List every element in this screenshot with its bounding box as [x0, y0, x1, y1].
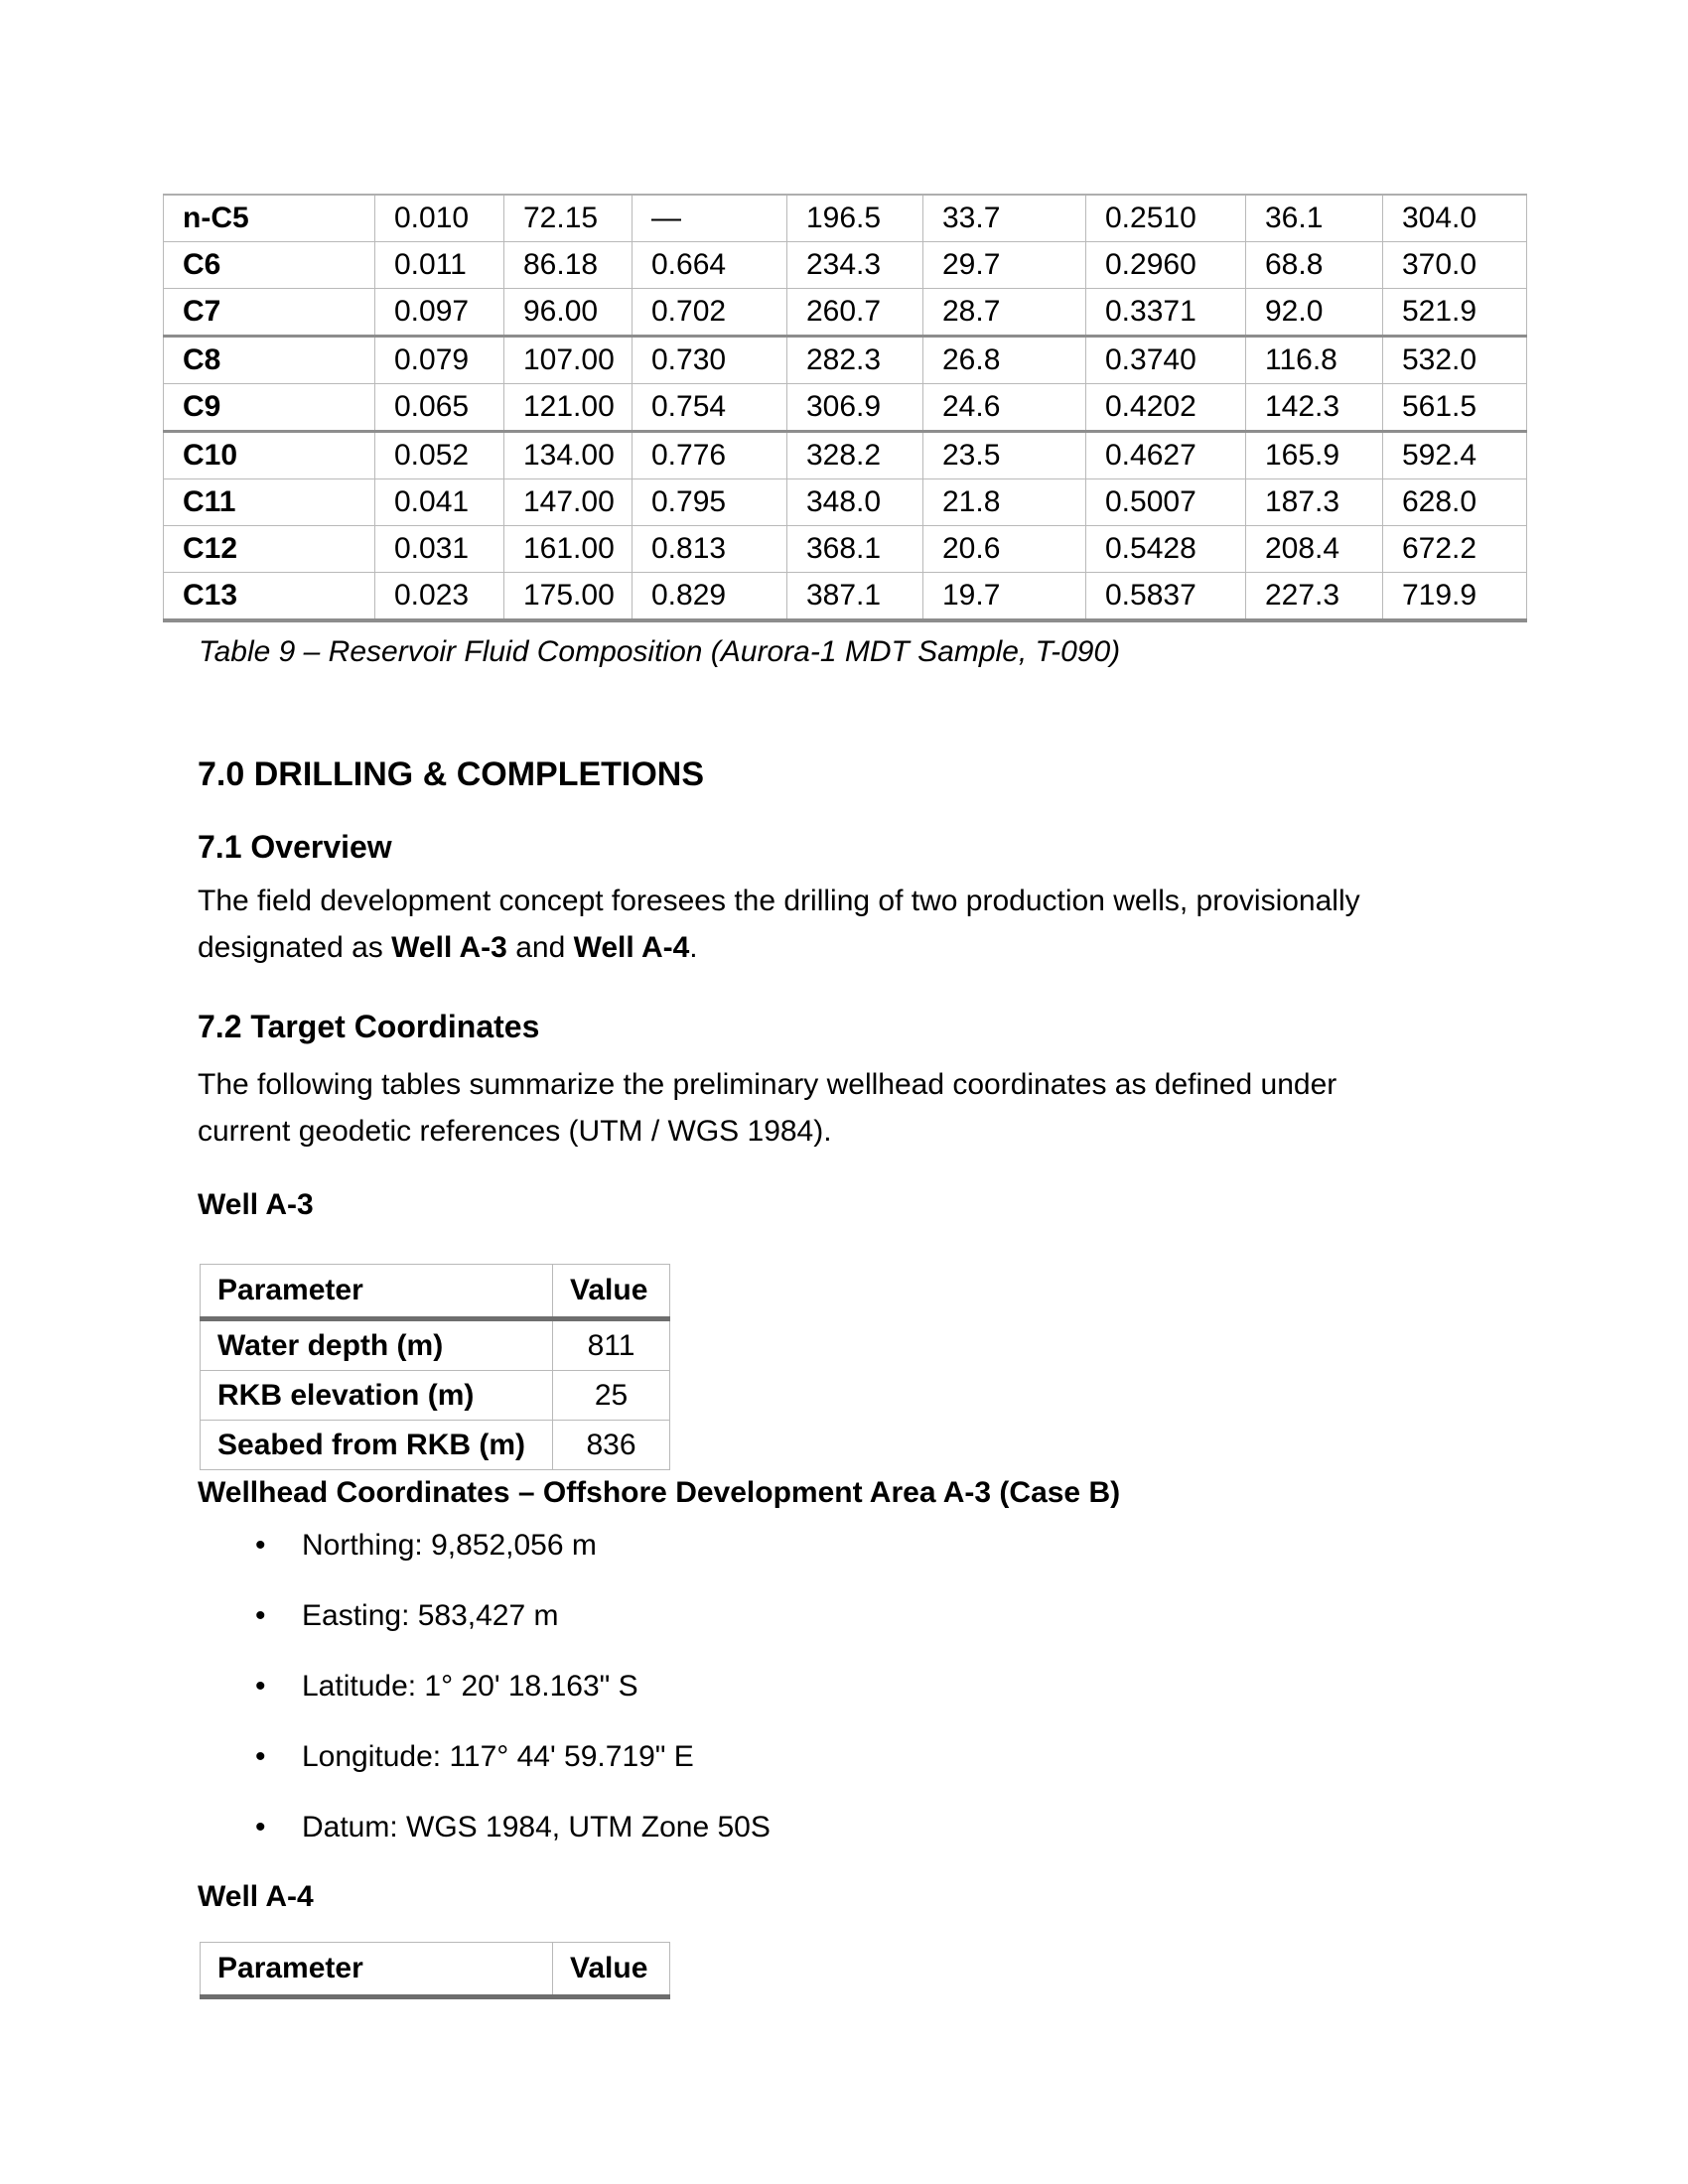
value-cell: 532.0 [1383, 337, 1527, 384]
value-header: Value [553, 1265, 670, 1319]
text-run: . [689, 931, 698, 964]
value-cell: 19.7 [923, 573, 1086, 621]
value-cell: 208.4 [1246, 526, 1383, 573]
value-cell: 0.097 [375, 289, 504, 337]
value-cell: 142.3 [1246, 384, 1383, 432]
component-cell: C7 [164, 289, 375, 337]
value-cell: 348.0 [787, 479, 923, 526]
value-cell: 304.0 [1383, 195, 1527, 242]
value-cell: 29.7 [923, 242, 1086, 289]
bullet-icon: • [255, 1529, 266, 1562]
coordinate-bullet-item [198, 1811, 771, 1846]
value-cell: 0.4202 [1086, 384, 1246, 432]
bullet-text: Longitude: 117° 44' 59.719" E [302, 1740, 694, 1773]
parameter-header: Parameter [201, 1265, 553, 1319]
fluid-table-row [164, 195, 1527, 242]
value-cell: 68.8 [1246, 242, 1383, 289]
value-cell: 23.5 [923, 432, 1086, 479]
value-cell: 116.8 [1246, 337, 1383, 384]
fluid-table-row [164, 526, 1527, 573]
component-cell: C11 [164, 479, 375, 526]
component-cell: n-C5 [164, 195, 375, 242]
subsection-heading-overview: 7.1 Overview [198, 829, 392, 865]
component-cell: C10 [164, 432, 375, 479]
bullet-icon: • [255, 1670, 266, 1703]
value-cell: 33.7 [923, 195, 1086, 242]
section-heading-drilling: 7.0 DRILLING & COMPLETIONS [198, 755, 705, 793]
bullet-text: Easting: 583,427 m [302, 1599, 559, 1632]
table-caption: Table 9 – Reservoir Fluid Composition (Aurora-1 MDT Sample, T-090) [199, 635, 1121, 668]
value-cell: 592.4 [1383, 432, 1527, 479]
fluid-table-row [164, 337, 1527, 384]
component-cell: C12 [164, 526, 375, 573]
fluid-table-row [164, 242, 1527, 289]
fluid-table-row [164, 289, 1527, 337]
value-cell: 0.829 [633, 573, 787, 621]
value-cell: 370.0 [1383, 242, 1527, 289]
coordinates-paragraph [198, 1061, 1336, 1155]
value-cell: 86.18 [504, 242, 633, 289]
value-cell: 147.00 [504, 479, 633, 526]
fluid-table-row [164, 384, 1527, 432]
bullet-text: Northing: 9,852,056 m [302, 1529, 597, 1562]
value-cell: 368.1 [787, 526, 923, 573]
value-cell: 20.6 [923, 526, 1086, 573]
value-cell: 0.3740 [1086, 337, 1246, 384]
value-cell: 36.1 [1246, 195, 1383, 242]
value-cell: 260.7 [787, 289, 923, 337]
value-cell: 387.1 [787, 573, 923, 621]
value-cell: 107.00 [504, 337, 633, 384]
reservoir-fluid-table [163, 194, 1527, 622]
value-cell: 719.9 [1383, 573, 1527, 621]
value-cell: 96.00 [504, 289, 633, 337]
well-a4-parameter-table [200, 1942, 670, 1999]
parameter-cell: Seabed from RKB (m) [201, 1421, 553, 1470]
well-a4-title: Well A-4 [198, 1880, 314, 1913]
value-cell: 0.754 [633, 384, 787, 432]
coordinate-bullet-list [198, 1529, 771, 1881]
paragraph-line: The field development concept foresees the drilling of two production wells, provisionally [198, 885, 1360, 917]
value-cell: 24.6 [923, 384, 1086, 432]
text-run: designated as [198, 931, 392, 964]
value-cell: 196.5 [787, 195, 923, 242]
value-cell: 0.011 [375, 242, 504, 289]
value-cell: 0.2510 [1086, 195, 1246, 242]
component-cell: C13 [164, 573, 375, 621]
parameter-cell: RKB elevation (m) [201, 1371, 553, 1421]
value-cell: 672.2 [1383, 526, 1527, 573]
value-cell: 0.702 [633, 289, 787, 337]
paragraph-line: The following tables summarize the preliminary wellhead coordinates as defined under [198, 1068, 1337, 1101]
coordinate-bullet-item [198, 1599, 771, 1635]
well-a3-parameter-table [200, 1264, 670, 1470]
value-cell: 175.00 [504, 573, 633, 621]
value-cell: 0.730 [633, 337, 787, 384]
value-cell: 0.079 [375, 337, 504, 384]
value-cell: 25 [553, 1371, 670, 1421]
value-cell: 0.2960 [1086, 242, 1246, 289]
well-a3-title: Well A-3 [198, 1188, 314, 1221]
value-cell: 0.813 [633, 526, 787, 573]
paragraph-line: current geodetic references (UTM / WGS 1984). [198, 1115, 832, 1148]
value-cell: 328.2 [787, 432, 923, 479]
value-cell: 0.4627 [1086, 432, 1246, 479]
parameter-table-row [201, 1421, 670, 1470]
fluid-table-row [164, 432, 1527, 479]
coordinate-bullet-item [198, 1670, 771, 1706]
subsection-heading-target-coordinates: 7.2 Target Coordinates [198, 1009, 540, 1044]
value-cell: 234.3 [787, 242, 923, 289]
well-a3-ref: Well A-3 [391, 931, 507, 964]
bullet-text: Datum: WGS 1984, UTM Zone 50S [302, 1811, 771, 1843]
value-cell: 0.052 [375, 432, 504, 479]
fluid-table-row [164, 573, 1527, 621]
value-cell: 282.3 [787, 337, 923, 384]
parameter-table-row [201, 1371, 670, 1421]
coordinate-bullet-item [198, 1529, 771, 1565]
value-cell: 0.5007 [1086, 479, 1246, 526]
value-cell: 0.065 [375, 384, 504, 432]
value-cell: 836 [553, 1421, 670, 1470]
value-header: Value [553, 1943, 670, 1997]
value-cell: 161.00 [504, 526, 633, 573]
value-cell: 28.7 [923, 289, 1086, 337]
value-cell: 628.0 [1383, 479, 1527, 526]
component-cell: C8 [164, 337, 375, 384]
text-run: and [506, 931, 574, 964]
value-cell: 165.9 [1246, 432, 1383, 479]
value-cell: 811 [553, 1319, 670, 1371]
bullet-icon: • [255, 1740, 266, 1773]
value-cell: 0.010 [375, 195, 504, 242]
value-cell: 521.9 [1383, 289, 1527, 337]
parameter-table-row [201, 1319, 670, 1371]
table-header-row [201, 1943, 670, 1997]
overview-paragraph [198, 878, 1360, 971]
value-cell: 0.041 [375, 479, 504, 526]
value-cell: 72.15 [504, 195, 633, 242]
value-cell: 134.00 [504, 432, 633, 479]
fluid-table-row [164, 479, 1527, 526]
value-cell: 306.9 [787, 384, 923, 432]
bullet-icon: • [255, 1811, 266, 1843]
value-cell: — [633, 195, 787, 242]
value-cell: 0.3371 [1086, 289, 1246, 337]
table-header-row [201, 1265, 670, 1319]
parameter-cell: Water depth (m) [201, 1319, 553, 1371]
value-cell: 0.023 [375, 573, 504, 621]
value-cell: 92.0 [1246, 289, 1383, 337]
value-cell: 0.795 [633, 479, 787, 526]
value-cell: 121.00 [504, 384, 633, 432]
value-cell: 0.5837 [1086, 573, 1246, 621]
bullet-icon: • [255, 1599, 266, 1632]
component-cell: C6 [164, 242, 375, 289]
parameter-header: Parameter [201, 1943, 553, 1997]
well-a4-ref: Well A-4 [573, 931, 690, 964]
component-cell: C9 [164, 384, 375, 432]
value-cell: 0.5428 [1086, 526, 1246, 573]
value-cell: 0.031 [375, 526, 504, 573]
value-cell: 26.8 [923, 337, 1086, 384]
paragraph-line [198, 924, 1360, 971]
coordinate-bullet-item [198, 1740, 771, 1776]
wellhead-coordinates-subtitle: Wellhead Coordinates – Offshore Development Area A-3 (Case B) [198, 1476, 1121, 1509]
value-cell: 187.3 [1246, 479, 1383, 526]
value-cell: 21.8 [923, 479, 1086, 526]
value-cell: 227.3 [1246, 573, 1383, 621]
value-cell: 561.5 [1383, 384, 1527, 432]
bullet-text: Latitude: 1° 20' 18.163" S [302, 1670, 638, 1703]
value-cell: 0.776 [633, 432, 787, 479]
value-cell: 0.664 [633, 242, 787, 289]
